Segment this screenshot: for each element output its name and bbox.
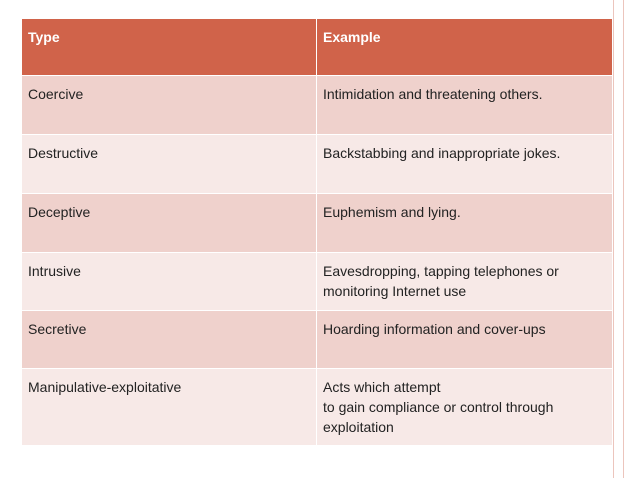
header-type: Type xyxy=(22,19,317,76)
cell-type: Deceptive xyxy=(22,194,317,253)
cell-example: Backstabbing and inappropriate jokes. xyxy=(317,135,613,194)
cell-example: Euphemism and lying. xyxy=(317,194,613,253)
table-row xyxy=(22,253,613,311)
table-row xyxy=(22,311,613,369)
right-decorative-line-1 xyxy=(613,0,614,478)
table-row xyxy=(22,135,613,194)
cell-example: Acts which attempt to gain compliance or control through exploitation xyxy=(317,369,613,446)
table-row xyxy=(22,76,613,135)
cell-example: Eavesdropping, tapping telephones or monitoring Internet use xyxy=(317,253,613,311)
cell-type: Destructive xyxy=(22,135,317,194)
header-example: Example xyxy=(317,19,613,76)
table-row xyxy=(22,369,613,446)
cell-type: Secretive xyxy=(22,311,317,369)
cell-type: Intrusive xyxy=(22,253,317,311)
right-decorative-line-2 xyxy=(623,0,624,478)
table-header-row xyxy=(22,19,613,76)
cell-type: Coercive xyxy=(22,76,317,135)
cell-type: Manipulative-exploitative xyxy=(22,369,317,446)
behavior-types-table xyxy=(21,18,613,446)
cell-example: Intimidation and threatening others. xyxy=(317,76,613,135)
cell-example: Hoarding information and cover-ups xyxy=(317,311,613,369)
table-row xyxy=(22,194,613,253)
